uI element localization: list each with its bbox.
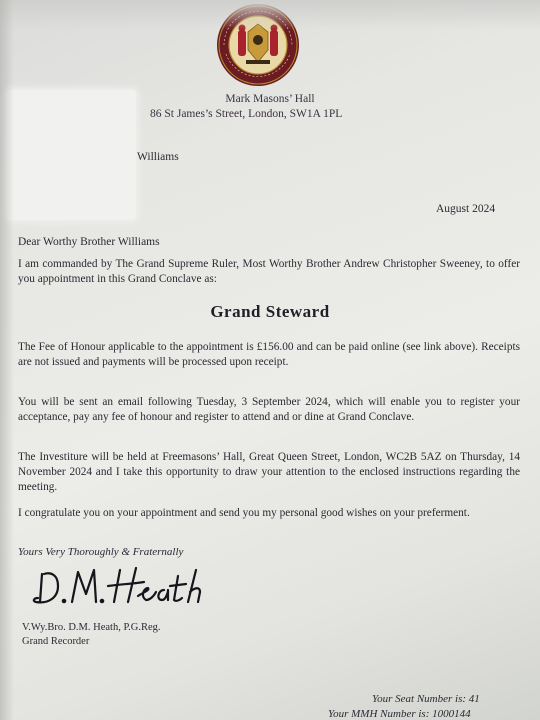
paragraph-appointment-offer: I am commanded by The Grand Supreme Ruler, Most Worthy Brother Andrew Christopher Sweeney, to offer you appointment in this Grand Conclave as:	[18, 258, 520, 286]
paragraph-email: You will be sent an email following Tuesday, 3 September 2024, which will enable you to register your acceptance, pay any fee of honour and register to attend and or dine at Grand Conclave.	[18, 396, 520, 424]
salutation: Dear Worthy Brother Williams	[18, 236, 160, 248]
paragraph-investiture: The Investiture will be held at Freemasons’ Hall, Great Queen Street, London, WC2B 5AZ on Thursday, 14 November 2024 and I take this opportunity to draw your attention to the enclosed instructions regarding the meeting.	[18, 451, 520, 494]
membership-number: Your MMH Number is: 1000144	[328, 708, 471, 720]
handwritten-signature	[28, 562, 218, 612]
seat-number: Your Seat Number is: 41	[372, 693, 480, 705]
appointment-title: Grand Steward	[210, 302, 330, 321]
signer-block	[22, 621, 161, 649]
recipient-name: Williams	[137, 151, 179, 163]
paragraph-fee: The Fee of Honour applicable to the appointment is £156.00 and can be paid online (see link above). Receipts are not issued and payments will be processed upon receipt.	[18, 341, 520, 369]
address-line-1: Mark Masons’ Hall	[225, 93, 315, 105]
redacted-address-block	[6, 90, 136, 220]
paragraph-congratulations: I congratulate you on your appointment and send you my personal good wishes on your preferment.	[18, 507, 470, 519]
letter-date: August 2024	[436, 203, 496, 215]
closing-line: Yours Very Thoroughly & Fraternally	[18, 546, 184, 558]
signer-title: Grand Recorder	[22, 636, 90, 647]
grand-conclave-seal-icon	[210, 2, 306, 88]
signer-name: V.Wy.Bro. D.M. Heath, P.G.Reg.	[22, 622, 161, 633]
letterhead-address	[140, 92, 400, 122]
address-line-2: 86 St James’s Street, London, SW1A 1PL	[150, 108, 343, 120]
